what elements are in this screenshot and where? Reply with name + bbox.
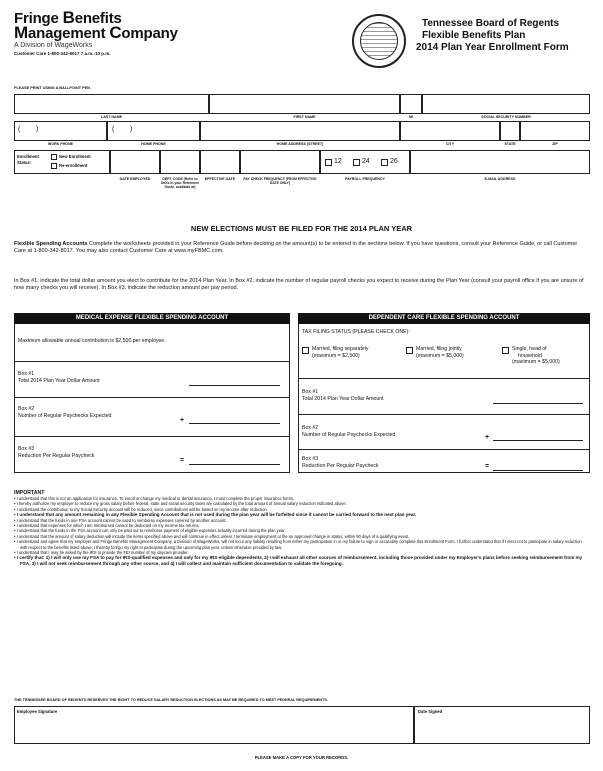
- work-phone-field[interactable]: [14, 121, 107, 141]
- brand-text: anagement: [27, 25, 110, 42]
- employee-signature-label: Employee Signature: [17, 709, 58, 714]
- date-employed-field[interactable]: [110, 150, 160, 174]
- label-email: E-MAIL ADDRESS: [484, 177, 516, 181]
- medical-fsa-header: MEDICAL EXPENSE FLEXIBLE SPENDING ACCOUNT: [14, 313, 290, 324]
- pay-12-checkbox[interactable]: [325, 159, 332, 166]
- fsa-intro-paragraph: [14, 241, 589, 255]
- divider: [14, 436, 290, 437]
- copy-note: PLEASE MAKE A COPY FOR YOUR RECORDS.: [254, 755, 349, 760]
- label-dept-code: DEPT. CODE (Refer to DeXs in your Reference Guide, available at): [160, 177, 200, 190]
- medical-box2-label: Number of Regular Paychecks Expected: [18, 413, 112, 419]
- text: Plan Year Dollar Amount: [41, 378, 100, 384]
- equals-sign: =: [180, 457, 185, 464]
- dependent-box1-title: Box #1: [302, 389, 319, 395]
- elections-title: NEW ELECTIONS MUST BE FILED FOR THE 2014 PLAN YEAR: [190, 224, 413, 233]
- ssn-field[interactable]: [422, 94, 590, 114]
- dependent-box1-input[interactable]: [493, 403, 583, 404]
- pay-24-checkbox[interactable]: [353, 159, 360, 166]
- important-bullet: • I understand that the funds in one FSA account cannot be used to reimburse expenses covered by another account.: [14, 517, 227, 523]
- label-mi: MI: [409, 115, 413, 119]
- enrollment-status-label: Enrollment Status:: [17, 154, 39, 165]
- pay-12-label: 12: [334, 158, 342, 165]
- customer-care-text: Customer Care 1-800-342-8017 7 a.m.-10 p.m.: [14, 51, 111, 56]
- married-separately-checkbox[interactable]: [302, 347, 309, 354]
- single-hoh-label: [512, 346, 560, 366]
- brand-name-line2: [14, 25, 178, 42]
- print-instruction: PLEASE PRINT USING A BALLPOINT PEN.: [14, 86, 91, 90]
- medical-box1-label: [18, 378, 100, 385]
- pay-24-label: 24: [362, 158, 370, 165]
- tbr-seal-icon: [352, 14, 406, 68]
- equals-sign: =: [485, 463, 490, 470]
- important-bullet: • I understand that any amount remaining in any Flexible Spending Account that is not used during the plan year will be forfeited since it cannot be carried forward to the next plan year.: [14, 512, 417, 518]
- division-text: A Division of WageWorks: [14, 42, 93, 49]
- label-effective-date: EFFECTIVE DATE: [204, 177, 236, 181]
- medical-box3-input[interactable]: [189, 464, 280, 465]
- home-address-field[interactable]: [200, 121, 400, 141]
- single-hoh-checkbox[interactable]: [502, 347, 509, 354]
- brand-text: Fringe: [14, 10, 63, 27]
- important-bullet: • I understand that I may be asked by the IRS to provide the FEI number of my daycare provider.: [14, 550, 189, 556]
- brand-text: M: [14, 23, 28, 42]
- pay-check-freq-field[interactable]: [240, 150, 320, 174]
- label-city: CITY: [445, 142, 455, 146]
- org-plan: Flexible Benefits Plan: [422, 30, 526, 41]
- important-bullet: • I understand that the amount of salary deduction will include the items specified above and will continue in effect unless I terminate employment or file an approved change in status, within 90 days of a qualifying event.: [14, 533, 410, 539]
- re-enrollment-checkbox[interactable]: [51, 163, 57, 169]
- medical-fsa-section: [14, 313, 290, 473]
- label-ssn: SOCIAL SECURITY NUMBER: [481, 115, 531, 119]
- city-field[interactable]: [400, 121, 500, 141]
- label-home-phone: HOME PHONE: [141, 142, 166, 146]
- important-title: IMPORTANT: [14, 490, 45, 496]
- box-instructions: In Box #1, indicate the total dollar amount you elect to contribute for the 2014 Plan Year. In Box #2, indicate the number of regular payroll checks you expect to receive during the Plan Year (consult your payroll office if you are unsure of how many checks you will receive). In Box #3, indicate the reduction amount per pay period.: [14, 278, 584, 292]
- brand-text: C: [109, 23, 122, 42]
- divider: [298, 414, 590, 415]
- dependent-fsa-header: DEPENDENT CARE FLEXIBLE SPENDING ACCOUNT: [298, 313, 590, 324]
- married-jointly-label: [416, 346, 464, 359]
- text: Married, filing jointly: [416, 346, 462, 352]
- dept-code-field[interactable]: [160, 150, 200, 174]
- important-bullet: • I understand the contribution to my Social Security account will be reduced, since contributions will be based on my income after reduction.: [14, 506, 268, 512]
- label-work-phone: WORK PHONE: [47, 142, 74, 146]
- new-enrollment-label: New Enrollment: [59, 154, 91, 159]
- important-bullet: • I understand that this is not an application for insurance. To enroll or change my medical or dental insurance, I must complete the proper insurance forms.: [14, 496, 295, 501]
- label-pay-check-frequency: PAY CHECK FREQUENCY (FROM EFFECTIVE DATE ONLY): [243, 177, 317, 186]
- medical-box1-title: Box #1: [18, 371, 35, 377]
- brand-text: ompany: [121, 25, 178, 42]
- date-signed-label: Date Signed: [418, 709, 443, 714]
- label-payroll-frequency: PAYROLL FREQUENCY: [344, 177, 386, 181]
- text: Married, filing separately: [312, 346, 369, 352]
- dependent-box2-input[interactable]: [493, 440, 583, 441]
- dependent-box1-label: Total 2014 Plan Year Dollar Amount: [302, 396, 384, 402]
- married-separately-label: [312, 346, 369, 359]
- paren-open: (: [112, 126, 115, 133]
- employee-signature-field[interactable]: [14, 706, 414, 744]
- important-bullet: • I hereby authorize my employer to reduce my gross salary before federal, state and social security taxes are calculated by the total amount of annual salary reduction indicated above.: [14, 501, 347, 507]
- label-state: STATE: [504, 142, 516, 146]
- zip-field[interactable]: [520, 121, 590, 141]
- label-last-name: LAST NAME: [101, 115, 122, 119]
- brand-text: enefits: [74, 10, 122, 27]
- married-jointly-checkbox[interactable]: [406, 347, 413, 354]
- form-title: 2014 Plan Year Enrollment Form: [416, 42, 569, 53]
- fsa-intro-text: Complete the worksheets provided in your Reference Guide before deciding on the amount(s) to be entered in the sections below. If you have questions, consult your Reference Guide, or call Customer Care at 1-800-342-8017. You may also contact Customer Care at www.myFBMC.com.: [14, 241, 578, 255]
- label-home-address: HOME ADDRESS (STREET): [276, 142, 324, 146]
- divider: [298, 378, 590, 379]
- text: household: [518, 352, 542, 359]
- dependent-box3-label: Reduction Per Regular Paycheck: [302, 463, 379, 469]
- paren-close: ): [36, 126, 39, 133]
- medical-max-note: Maximum allowable annual contribution is $2,500 per employee.: [18, 338, 166, 344]
- medical-box3-label: Reduction Per Regular Paycheck: [18, 453, 95, 459]
- important-bullet: • I certify that: 1) I will only use my FSA to pay for IRS-qualified expenses and only for my IRS-eligible dependents, 2) I will exhaust all other sources of reimbursement, including those provided under my Employer's plans before seeking reimbursement from my FSA, 3) I will not seek reimbursement through any other source, and 4) I will collect and maintain sufficient documentation to validate the foregoing.: [14, 555, 583, 566]
- home-phone-field[interactable]: [107, 121, 200, 141]
- plus-sign: +: [485, 434, 490, 441]
- text: Single, head of: [512, 346, 547, 352]
- text: 2014: [30, 378, 42, 384]
- new-enrollment-checkbox[interactable]: [51, 154, 57, 160]
- important-section: [14, 490, 590, 566]
- dependent-box2-label: Number of Regular Paychecks Expected: [302, 432, 396, 438]
- medical-box2-input[interactable]: [189, 423, 280, 424]
- pay-26-checkbox[interactable]: [381, 159, 388, 166]
- text: (maximum = $5,000): [512, 359, 560, 365]
- label-zip: ZIP: [552, 142, 558, 146]
- mi-field[interactable]: [400, 94, 422, 114]
- text: (maximum = $5,000): [416, 352, 464, 359]
- tbr-notice: THE TENNESSEE BOARD OF REGENTS RESERVES THE RIGHT TO REDUCE SALARY REDUCTION ELECTIONS AS MAY BE REQUIRED TO MEET FEDERAL REQUIREMENTS.: [14, 698, 328, 702]
- medical-box2-title: Box #2: [18, 406, 35, 412]
- fsa-intro-bold: Flexible Spending Accounts: [14, 241, 88, 247]
- dependent-box2-title: Box #2: [302, 425, 319, 431]
- important-bullet: • I understand that the funds in the FSA account can only be paid out to reimburse payment of eligible expenses actually incurred during the plan year.: [14, 528, 286, 534]
- paren-close: ): [130, 126, 133, 133]
- re-enrollment-label: Re-enrollment: [59, 163, 88, 168]
- dependent-box3-title: Box #3: [302, 456, 319, 462]
- state-field[interactable]: [500, 121, 520, 141]
- divider: [14, 397, 290, 398]
- plus-sign: +: [180, 417, 185, 424]
- brand-text: B: [62, 8, 75, 27]
- text: Total: [18, 378, 31, 384]
- org-title: Tennessee Board of Regents: [422, 18, 560, 29]
- last-name-field[interactable]: [14, 94, 209, 114]
- email-field[interactable]: [410, 150, 590, 174]
- effective-date-field[interactable]: [200, 150, 240, 174]
- label-date-employed: DATE EMPLOYED: [119, 177, 151, 181]
- first-name-field[interactable]: [209, 94, 400, 114]
- paren-open: (: [18, 126, 21, 133]
- divider: [298, 449, 590, 450]
- important-bullet: • I understand and agree that my employer and Fringe Benefits Management Company, a Division of WageWorks, will not incur any liability resulting from either my participation in or my failure to sign or accurately complete this Enrollment Form. I further understand that if I elect not to participate in salary reduction with respect to the benefits listed above, I thereby forego my right to participate during the upcoming plan year, unless otherwise provided by law.: [14, 539, 582, 550]
- divider: [14, 361, 290, 362]
- text: (maximum = $2,500): [312, 352, 360, 359]
- label-first-name: FIRST NAME: [293, 115, 316, 119]
- tax-status-label: TAX FILING STATUS (PLEASE CHECK ONE):: [302, 329, 410, 335]
- medical-box3-title: Box #3: [18, 446, 35, 452]
- pay-26-label: 26: [390, 158, 398, 165]
- dependent-box3-input[interactable]: [493, 470, 583, 471]
- important-bullet: • I understand that expenses for which I am reimbursed cannot be deducted on my income tax returns.: [14, 523, 200, 529]
- medical-box1-input[interactable]: [189, 385, 280, 386]
